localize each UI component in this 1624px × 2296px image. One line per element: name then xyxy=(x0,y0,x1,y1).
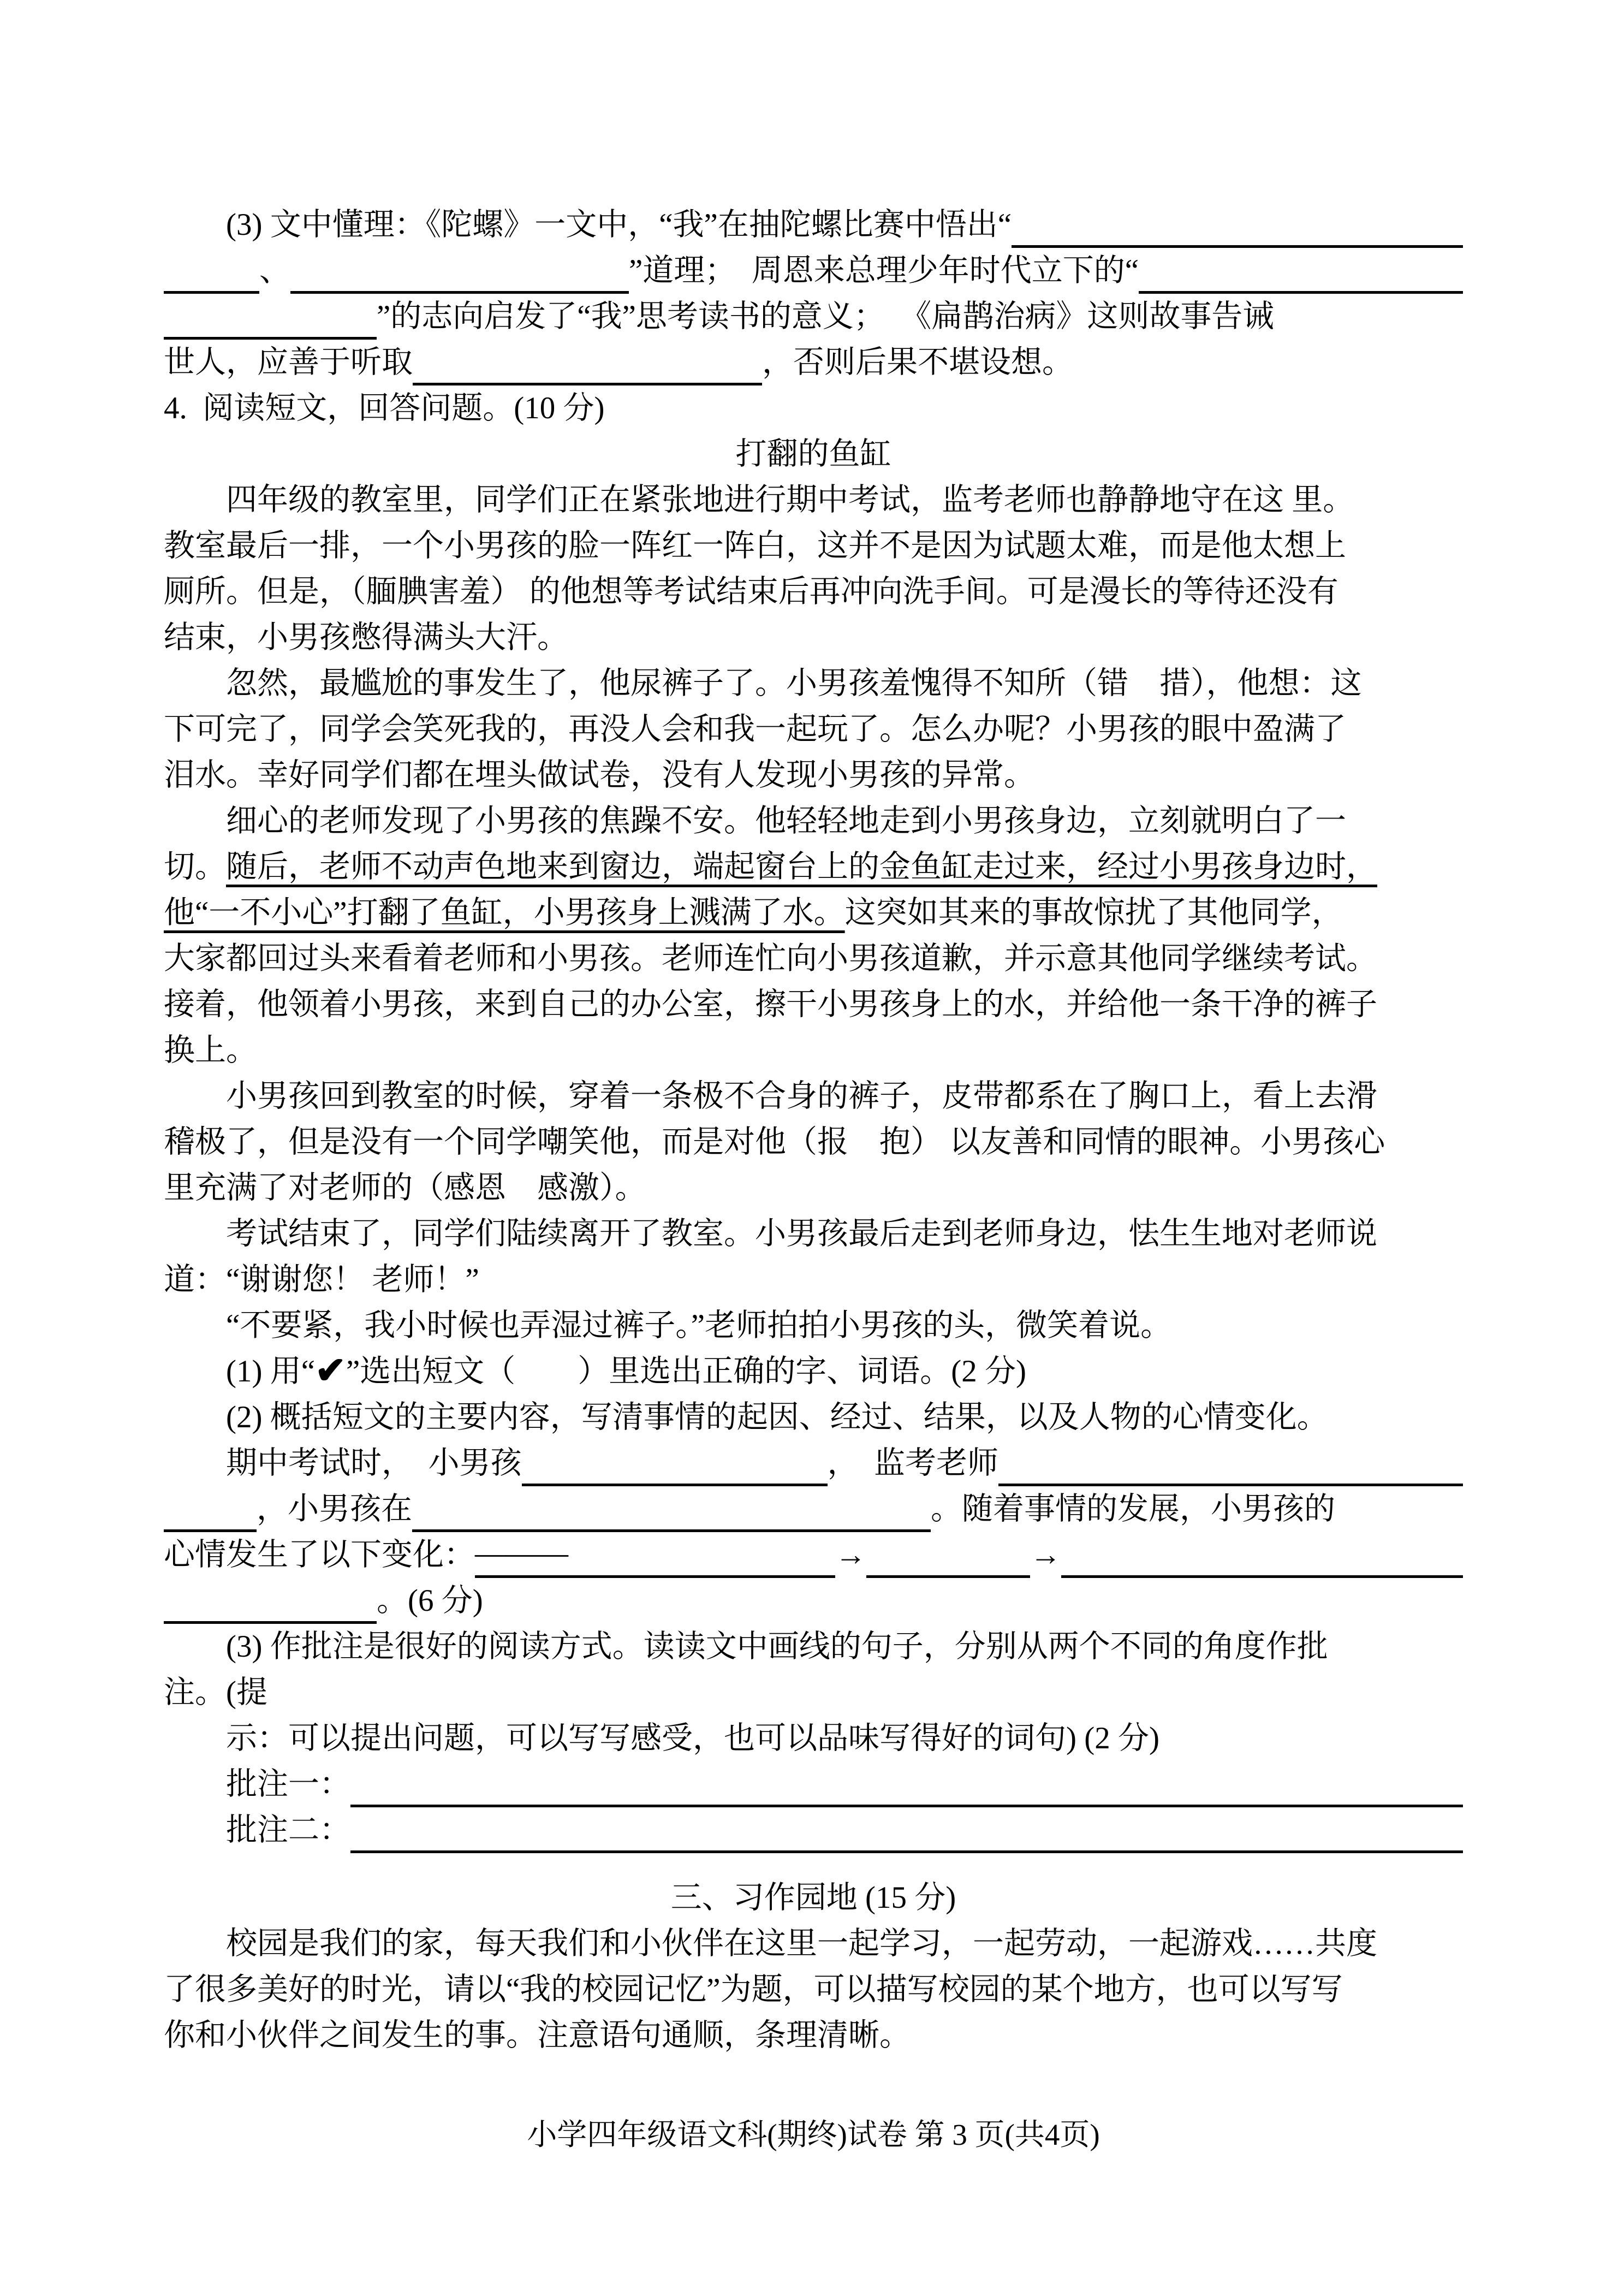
text-run: 里充满了对老师的（感恩 感激）。 xyxy=(164,1171,646,1205)
text-run: 下可完了，同学会笑死我的，再没人会和我一起玩了。怎么办呢？小男孩的眼中盈满了 xyxy=(164,712,1346,746)
text-line xyxy=(164,1073,1463,1119)
text-line xyxy=(164,2013,1463,2058)
text-line xyxy=(164,1440,1463,1486)
section-heading-text: 三、习作园地 (15 分) xyxy=(670,1880,956,1915)
text-run: 了很多美好的时光，请以“我的校园记忆”为题，可以描写校园的某个地方，也可以写写 xyxy=(164,1972,1343,2007)
text-line xyxy=(164,1921,1463,1967)
text-run: 示：可以提出问题，可以写写感受，也可以品味写得好的词句) (2 分) xyxy=(226,1721,1159,1755)
text-line xyxy=(164,1578,1463,1624)
arrow-glyph: → xyxy=(835,1538,866,1572)
blank-answer-line xyxy=(290,248,629,294)
text-run: (1) 用“ xyxy=(226,1354,316,1389)
text-line xyxy=(164,1211,1463,1257)
text-run: 校园是我们的家，每天我们和小伙伴在这里一起学习，一起劳动，一起游戏……共度 xyxy=(226,1926,1377,1961)
text-run: 道：“谢谢您！ 老师！” xyxy=(164,1262,479,1297)
blank-answer-line xyxy=(350,1761,1463,1807)
text-line xyxy=(164,340,1463,385)
text-line xyxy=(164,523,1463,569)
passage-title-text: 打翻的鱼缸 xyxy=(735,437,891,471)
text-line xyxy=(164,477,1463,523)
blank-answer-line xyxy=(350,1807,1463,1853)
text-run: 大家都回过头来看着老师和小男孩。老师连忙向小男孩道歉，并示意其他同学继续考试。 xyxy=(164,941,1377,976)
text-line xyxy=(164,1716,1463,1761)
text-run: ”选出短文（ ）里选出正确的字、词语。(2 分) xyxy=(346,1354,1027,1389)
text-run: ”道理； 周恩来总理少年时代立下的“ xyxy=(629,253,1139,288)
text-run: 4. 阅读短文，回答问题。(10 分) xyxy=(164,391,605,425)
text-run: 教室最后一排，一个小男孩的脸一阵红一阵白，这并不是因为试题太难，而是他太想上 xyxy=(164,529,1346,563)
text-run: “不要紧，我小时候也弄湿过裤子。”老师拍拍小男孩的头，微笑着说。 xyxy=(226,1308,1172,1343)
blank-answer-line xyxy=(998,1440,1463,1486)
text-line xyxy=(164,936,1463,982)
text-run: 切。 xyxy=(164,850,226,884)
text-line xyxy=(164,1532,1463,1578)
text-run: 接着，他领着小男孩，来到自己的办公室，擦干小男孩身上的水，并给他一条干净的裤子 xyxy=(164,987,1377,1022)
blank-answer-line xyxy=(164,294,377,340)
text-run: 世人，应善于听取 xyxy=(164,345,413,379)
exam-body xyxy=(164,202,1463,2058)
blank-answer-line xyxy=(164,1578,377,1624)
text-line xyxy=(164,982,1463,1028)
text-line xyxy=(164,1349,1463,1395)
text-run: 小男孩回到教室的时候，穿着一条极不合身的裤子，皮带都系在了胸口上，看上去滑 xyxy=(226,1079,1377,1113)
blank-answer-line xyxy=(412,1486,931,1532)
text-line xyxy=(164,1967,1463,2013)
text-line xyxy=(164,798,1463,844)
blank-answer-line xyxy=(1139,248,1463,294)
text-run: 厕所。但是，（腼腆害羞） 的他想等考试结束后再冲向洗手间。可是漫长的等待还没有 xyxy=(164,574,1339,609)
text-run: ，否则后果不堪设想。 xyxy=(762,345,1073,379)
text-line xyxy=(164,1486,1463,1532)
text-run: 忽然，最尴尬的事发生了，他尿裤子了。小男孩羞愧得不知所（错 措），他想：这 xyxy=(226,666,1362,701)
text-run: 这突如其来的事故惊扰了其他同学， xyxy=(844,895,1343,930)
text-run: 考试结束了，同学们陆续离开了教室。小男孩最后走到老师身边，怯生生地对老师说 xyxy=(226,1217,1377,1251)
text-run: 换上。 xyxy=(164,1033,257,1067)
text-run: 、 xyxy=(259,253,290,288)
text-line xyxy=(164,1395,1463,1440)
blank-answer-line xyxy=(1061,1532,1463,1578)
underlined-sentence: 随后，老师不动声色地来到窗边，端起窗台上的金鱼缸走过来，经过小男孩身边时， xyxy=(226,850,1377,884)
text-run: 。(6 分) xyxy=(377,1583,483,1618)
blank-answer-line xyxy=(866,1532,1030,1578)
text-line xyxy=(164,1119,1463,1165)
dash-blank-line: ——— xyxy=(475,1532,835,1578)
text-line xyxy=(164,844,1463,890)
blank-answer-line xyxy=(413,340,762,385)
text-run: 。随着事情的发展，小男孩的 xyxy=(931,1492,1335,1526)
text-run: 期中考试时， 小男孩 xyxy=(226,1446,522,1480)
text-run: (3) 作批注是很好的阅读方式。读读文中画线的句子，分别从两个不同的角度作批 xyxy=(226,1629,1328,1664)
text-line xyxy=(164,1165,1463,1211)
text-line xyxy=(164,1257,1463,1303)
page-footer: 小学四年级语文科(期终)试卷 第 3 页(共4页) xyxy=(527,2118,1100,2151)
underlined-sentence: 他“一不小心”打翻了鱼缸，小男孩身上溅满了水。 xyxy=(164,895,845,930)
text-run: ”的志向启发了“我”思考读书的意义； 《扁鹊治病》这则故事告诫 xyxy=(377,299,1274,334)
blank-answer-line xyxy=(164,1486,257,1532)
text-line xyxy=(164,1303,1463,1349)
text-line xyxy=(164,294,1463,340)
text-line xyxy=(164,661,1463,707)
text-line xyxy=(164,1028,1463,1073)
text-line xyxy=(164,385,1463,431)
text-run: (2) 概括短文的主要内容，写清事情的起因、经过、结果，以及人物的心情变化。 xyxy=(226,1400,1328,1434)
text-run: ， 监考老师 xyxy=(827,1446,998,1480)
text-run: 泪水。幸好同学们都在埋头做试卷，没有人发现小男孩的异常。 xyxy=(164,758,1035,792)
arrow-glyph: → xyxy=(1030,1538,1061,1572)
blank-answer-line xyxy=(522,1440,828,1486)
text-line xyxy=(164,1761,1463,1807)
checkmark-glyph: ✔ xyxy=(315,1350,346,1391)
text-run: 稽极了，但是没有一个同学嘲笑他，而是对他（报 抱） 以友善和同情的眼神。小男孩心 xyxy=(164,1125,1385,1159)
text-run: 四年级的教室里，同学们正在紧张地进行期中考试，监考老师也静静地守在这 里。 xyxy=(226,483,1354,517)
text-line xyxy=(164,752,1463,798)
text-run: 注。(提 xyxy=(164,1675,267,1710)
text-line xyxy=(164,890,1463,936)
blank-answer-line xyxy=(1012,202,1463,248)
blank-answer-line xyxy=(164,248,259,294)
text-run: 批注二： xyxy=(226,1813,350,1847)
text-line xyxy=(164,248,1463,294)
text-line xyxy=(164,1624,1463,1670)
text-run: 批注一： xyxy=(226,1767,350,1801)
text-run: 你和小伙伴之间发生的事。注意语句通顺，条理清晰。 xyxy=(164,2018,911,2052)
text-line xyxy=(164,1807,1463,1853)
section-heading xyxy=(164,1875,1463,1921)
text-run: 心情发生了以下变化： xyxy=(164,1538,475,1572)
text-line xyxy=(164,615,1463,661)
text-run: ，小男孩在 xyxy=(257,1492,412,1526)
text-line xyxy=(164,707,1463,752)
text-run: 细心的老师发现了小男孩的焦躁不安。他轻轻地走到小男孩身边，立刻就明白了一 xyxy=(226,804,1346,838)
text-line xyxy=(164,1670,1463,1716)
text-line xyxy=(164,569,1463,615)
text-run: (3) 文中懂理：《陀螺》一文中，“我”在抽陀螺比赛中悟出“ xyxy=(226,207,1012,242)
text-run: 结束，小男孩憋得满头大汗。 xyxy=(164,620,568,655)
passage-title xyxy=(164,431,1463,477)
text-line xyxy=(164,202,1463,248)
